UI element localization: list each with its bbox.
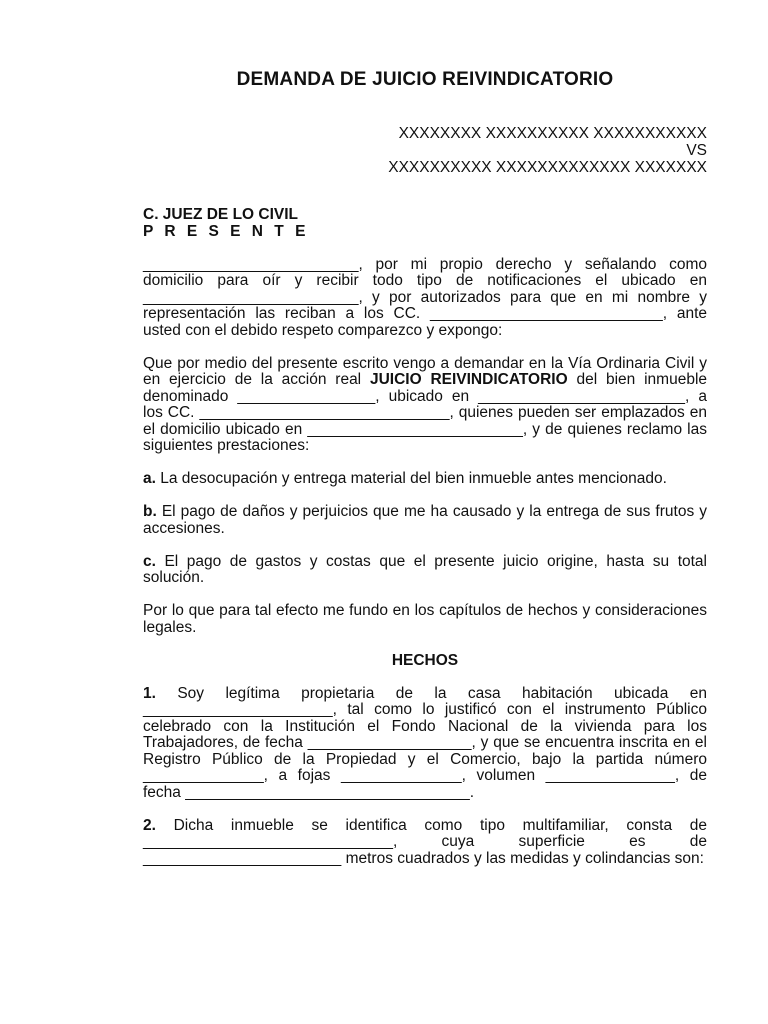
defendant-name: XXXXXXXXXX XXXXXXXXXXXXX XXXXXXX: [388, 159, 707, 176]
prestacion-b: [143, 504, 707, 537]
prestacion-text: La desocupación y entrega material del bien inmueble antes mencionado.: [155, 470, 667, 487]
prestacion-label: a.: [143, 470, 156, 487]
versus-label: VS: [686, 142, 707, 159]
prestacion-a: [143, 471, 707, 488]
document-title: DEMANDA DE JUICIO REIVINDICATORIO: [236, 69, 614, 90]
hecho-label: 1.: [143, 684, 156, 702]
intro-paragraph: _________________________, por mi propio derecho y señalando como domicilio para oír y recibir todo tipo de notificaciones el ubicado en _________________________, y por autorizados para que en mi nombre y representación las reciban a los CC. ___________________________, ante usted con el debido respeto comparezco y expongo:: [143, 255, 707, 339]
plaintiff-name: XXXXXXXX XXXXXXXXXX XXXXXXXXXXX: [398, 125, 707, 142]
prestacion-label: b.: [143, 503, 157, 520]
demand-text-1: Que por medio del presente escrito vengo a demandar en la Vía Ordinaria Civil y en ejercicio de la acción real: [143, 354, 707, 388]
demand-paragraph: [143, 356, 707, 455]
case-parties: [388, 125, 707, 176]
prestacion-c: [143, 554, 707, 587]
addressee: C. JUEZ DE LO CIVIL: [143, 206, 299, 223]
hecho-text: Soy legítima propietaria de la casa habitación ubicada en ______________________, tal como lo justificó con el instrumento Público celebrado con la Institución el Fondo Nacional de la vivienda para los Trabajadores, de fecha ___________________, y que se encuentra inscrita en el Registro Público de la Propiedad y el Comercio, bajo la partida número ______________, a fojas ______________, volumen _______________, de fecha _________________________________.: [143, 684, 707, 801]
prestacion-text: El pago de daños y perjuicios que me ha causado y la entrega de sus frutos y accesiones.: [143, 503, 707, 537]
hechos-heading: HECHOS: [391, 651, 459, 669]
hecho-text: Dicha inmueble se identifica como tipo multifamiliar, consta de _____________________________, cuya superficie es de _______________________ metros cuadrados y las medidas y colindancias son:: [143, 816, 707, 867]
prestacion-text: El pago de gastos y costas que el presente juicio origine, hasta su total solución.: [143, 552, 707, 586]
hecho-label: 2.: [143, 816, 156, 834]
document-body: [143, 207, 707, 867]
hecho-1: [143, 686, 707, 802]
demand-bold-text: JUICIO REIVINDICATORIO: [369, 371, 568, 388]
hecho-2: [143, 818, 707, 868]
prestacion-label: c.: [143, 552, 156, 570]
presente-label: P R E S E N T E: [143, 222, 309, 240]
demand-text-2: del bien inmueble denominado ________________, ubicado en ________________________, a los CC. _____________________________, quienes pueden ser emplazados en el domicilio ubicado en _________________________, y de quienes reclamo las siguientes prestaciones:: [143, 371, 708, 454]
fundamento-paragraph: Por lo que para tal efecto me fundo en los capítulos de hechos y consideraciones legales.: [143, 602, 707, 636]
